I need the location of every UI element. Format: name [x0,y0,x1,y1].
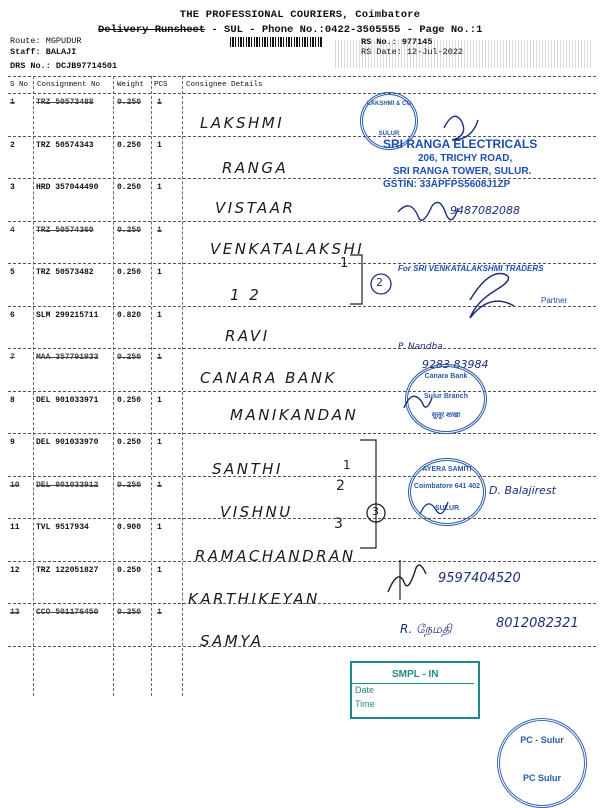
row11-phone-ink: 9597404520 [438,571,521,586]
row-weight: 0.250 [117,608,142,617]
row-consignee-signature: VISHNU [220,502,293,521]
row-weight: 0.250 [117,395,142,405]
col-pcs: PCS [154,81,168,89]
signature-row1 [444,116,478,140]
row-serial-no: 12 [10,565,20,575]
row-pcs: 1 [157,438,162,447]
col-weight: Weight [117,81,145,89]
col-consignment: Consignment No [37,81,101,89]
row-consignee-signature: CANARA BANK [200,369,337,387]
row-pcs: 1 [157,225,162,235]
row-consignee-signature: RANGA [222,158,289,177]
col-consignee: Consignee Details [186,81,263,89]
bracket-rows-8-10 [360,440,376,548]
row-pcs: 1 [157,523,162,532]
row3-phone-ink: 9487082088 [450,204,520,217]
col-sno: S No [10,81,29,89]
row-serial-no: 3 [10,183,15,192]
mark-2: 2 [336,478,345,494]
route-line: Route: MGPUDUR [10,36,82,46]
row-consignee-signature: RAVI [225,326,270,345]
row-consignment-no: TRZ 50573482 [36,268,94,277]
row-consignment-no: TRZ 122051827 [36,565,99,575]
circle-number-2: 2 [376,276,383,289]
row-consignee-signature: SANTHI [212,460,283,478]
row-consignee-signature: KARTHIKEYAN [188,589,320,608]
signature-row3 [398,202,458,220]
runsheet-phone-page: - SUL - Phone No.:0422-3505555 - Page No.:1 [205,24,483,36]
row-pcs: 1 [157,310,162,320]
row-consignee-signature: VISTAAR [215,199,296,217]
row-consignment-no: SLM 299215711 [36,310,99,320]
row-weight: 0.250 [117,565,142,575]
smpl-receipt-stamp: SMPL - IN Date Time [350,661,480,719]
row-weight: 0.250 [117,225,142,235]
canara-bank-stamp: Canara Bank Sulur Branch सुलूर शाखा [405,364,487,434]
rs-date-value: 12-Jul-2022 [406,47,464,57]
row-weight: 0.900 [117,523,142,532]
row-serial-no: 7 [10,353,15,362]
row-consignment-no: TRZ 50574343 [36,140,94,150]
bracket-rows-4-5 [350,255,362,304]
row-consignment-no: TVL 9517934 [36,523,89,532]
venkatalakshmi-stamp: For SRI VENKATALAKSHMI TRADERS [398,264,544,273]
row-weight: 0.250 [117,438,142,447]
row-serial-no: 8 [10,395,15,405]
signature-row7 [404,396,432,408]
row-serial-no: 6 [10,310,15,320]
coimbatore-seal-stamp: AYERA SAMITI Coimbatore 641 402 SULUR [408,458,486,526]
row-serial-no: 1 [10,98,15,107]
row-consignment-no: TRZ 50574360 [36,225,94,235]
row-consignee-signature: LAKSHMI [200,114,285,132]
row-pcs: 1 [157,353,162,362]
row-pcs: 1 [157,268,162,277]
row-pcs: 1 [157,608,162,617]
row12-phone-ink: 8012082321 [496,616,579,631]
row-consignment-no: DEL 901033970 [36,438,99,447]
row-consignee-signature: SAMYA [200,632,264,650]
row-pcs: 1 [157,183,162,192]
row-consignment-no: TRZ 50573488 [36,98,94,107]
row-weight: 0.820 [117,310,142,320]
partner-label: Partner [541,296,568,305]
row-serial-no: 2 [10,140,15,150]
row-serial-no: 13 [10,608,20,617]
row-weight: 0.250 [117,268,142,277]
row-serial-no: 9 [10,438,15,447]
sri-ranga-stamp-line3: SRI RANGA TOWER, SULUR. [393,166,532,177]
row12-name-ink: R. நேமதி [400,622,452,636]
row-consignment-no: DEL 901033912 [36,480,99,490]
mark-1: 1 [340,256,349,271]
row-pcs: 1 [157,140,162,150]
sri-ranga-stamp-line2: 206, TRICHY ROAD, [418,153,513,164]
row9-name-ink: D. Balajirest [489,484,556,497]
route-value: MGPUDUR [45,36,82,46]
runsheet-label: Delivery Runsheet [98,24,206,36]
row-consignment-no: MAA 357791933 [36,353,99,362]
row6-name-ink: P. Nandha [398,342,443,352]
row-consignee-signature: MANIKANDAN [230,405,359,424]
row-consignee-signature: RAMACHANDRAN [195,547,356,565]
row-serial-no: 11 [10,523,20,532]
row-serial-no: 10 [10,480,20,490]
row-consignee-signature: VENKATALAKSHI [210,239,365,258]
row-weight: 0.250 [117,480,142,490]
rs-no-line: RS No.: 977145 [361,37,433,47]
row-consignment-no: DEL 901033971 [36,395,99,405]
row-weight: 0.250 [117,183,142,192]
rs-no-value: 977145 [401,37,433,47]
row-pcs: 1 [157,480,162,490]
sri-ranga-stamp-line1: SRI RANGA ELECTRICALS [383,137,538,151]
staff-value: BALAJI [45,47,77,57]
row-weight: 0.250 [117,98,142,107]
row-pcs: 1 [157,565,162,575]
row-serial-no: 5 [10,268,15,277]
row-consignee-signature: 1 2 [230,286,262,304]
row-weight: 0.250 [117,140,142,150]
row-serial-no: 4 [10,225,15,235]
row6-phone-ink: 9283 83984 [422,358,489,371]
signature-row11 [388,565,426,592]
row-weight: 0.250 [117,353,142,362]
company-title: THE PROFESSIONAL COURIERS, Coimbatore [179,9,421,21]
staff-line: Staff: BALAJI [10,47,77,57]
mark-3: 3 [334,516,343,532]
row-consignment-no: CCO 501176450 [36,608,99,617]
signature-row9 [420,502,448,514]
pc-sulur-stamp: PC - Sulur PC Sulur [497,718,587,808]
row-consignment-no: HRD 357044490 [36,183,99,192]
lakshmi-stamp: LAKSHMI & CO SULUR [360,92,418,150]
row-pcs: 1 [157,395,162,405]
rs-date-line: RS Date: 12-Jul-2022 [361,47,464,57]
drs-line: DRS No.: DCJB97714501 [10,61,118,71]
mark-1b: 1 [343,458,351,472]
sri-ranga-stamp-line4: GSTIN: 33APFPS5608J1ZP [383,179,511,190]
drs-value: DCJB97714501 [55,61,118,71]
signature-row5 [470,274,514,318]
circle-number-3: 3 [372,505,379,518]
row-pcs: 1 [157,98,162,107]
